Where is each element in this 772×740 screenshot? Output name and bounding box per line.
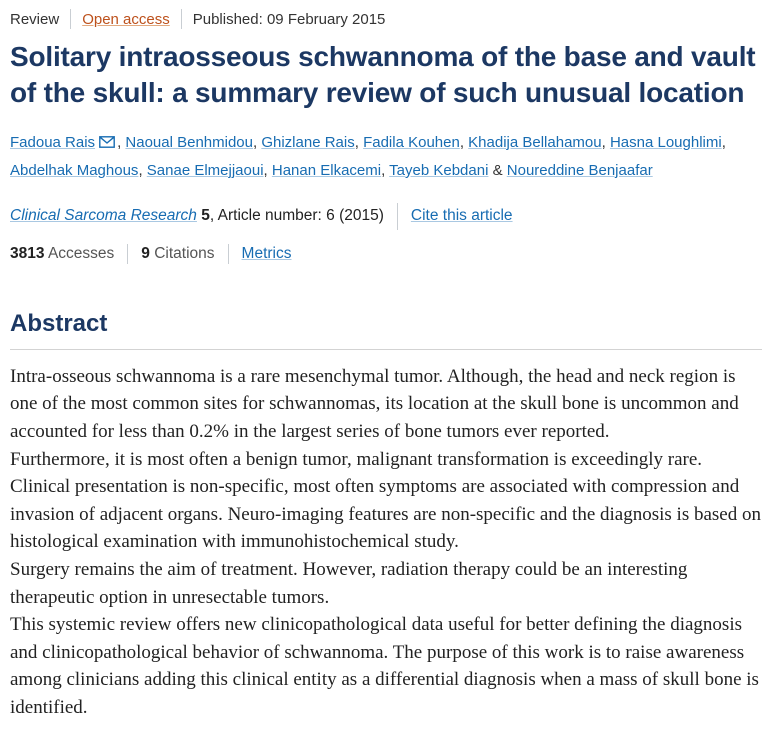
author-separator: , xyxy=(381,161,390,179)
author-separator: , xyxy=(721,133,726,151)
section-divider xyxy=(10,349,762,350)
divider xyxy=(181,9,182,29)
email-envelope-icon[interactable] xyxy=(99,134,115,151)
citations-count: 9 xyxy=(141,244,150,262)
author-link[interactable]: Fadila Kouhen xyxy=(363,133,460,151)
author-link[interactable]: Khadija Bellahamou xyxy=(468,133,602,151)
abstract-body xyxy=(10,363,762,722)
author-link[interactable]: Noureddine Benjaafar xyxy=(506,161,653,179)
citations-metric xyxy=(141,245,214,263)
author-link[interactable]: Hanan Elkacemi xyxy=(271,161,382,179)
cite-article-link[interactable]: Cite this article xyxy=(410,207,513,225)
author-link[interactable]: Fadoua Rais xyxy=(10,133,96,151)
author-link[interactable]: Ghizlane Rais xyxy=(261,133,355,151)
author-separator: , xyxy=(117,133,126,151)
author-link[interactable]: Abdelhak Maghous xyxy=(10,161,139,179)
author-link[interactable]: Tayeb Kebdani xyxy=(389,161,489,179)
abstract-paragraph: Furthermore, it is most often a benign tumor, malignant transformation is exceedingly rare. xyxy=(10,448,703,470)
abstract-paragraph: Surgery remains the aim of treatment. However, radiation therapy could be an interesting therapeutic option in unresectable tumors. xyxy=(10,558,688,608)
author-separator: , xyxy=(459,133,469,151)
author-link[interactable]: Sanae Elmejjaoui xyxy=(146,161,264,179)
divider xyxy=(70,9,71,29)
metrics-bar xyxy=(10,244,762,264)
article-type-label: Review xyxy=(10,10,60,28)
abstract-paragraph: Intra-osseous schwannoma is a rare mesenchymal tumor. Although, the head and neck region is one of the most common sites for schwannomas, its location at the skull bone is uncommon and accounted for less than 0.2% in the largest series of bone tumors ever reported. xyxy=(10,365,739,442)
author-list xyxy=(10,129,762,185)
divider xyxy=(127,244,128,264)
article-number-text: , Article number: 6 (2015) xyxy=(209,207,384,225)
abstract-paragraph: This systemic review offers new clinicopathological data useful for better defining the diagnosis and clinicopathological behavior of schwannoma. The purpose of this work is to raise awareness among clinicians adding this clinical entity as a differential diagnosis when a mass of skull bone is identified. xyxy=(10,614,759,718)
published-info xyxy=(193,11,386,28)
metrics-link[interactable]: Metrics xyxy=(241,244,292,262)
article-meta xyxy=(10,9,762,29)
article-title: Solitary intraosseous schwannoma of the base and vault of the skull: a summary review of such unusual location xyxy=(10,41,756,109)
author-separator: , xyxy=(601,133,610,151)
author-separator: , xyxy=(253,133,262,151)
divider xyxy=(228,244,229,264)
journal-volume: 5 xyxy=(201,207,210,225)
abstract-heading: Abstract xyxy=(10,309,108,337)
abstract-paragraph: Clinical presentation is non-specific, most often symptoms are associated with compression and invasion of adjacent organs. Neuro-imaging features are non-specific and the diagnosis is based on histological examination with immunohistochemical study. xyxy=(10,476,761,553)
author-link[interactable]: Naoual Benhmidou xyxy=(125,133,253,151)
author-link[interactable]: Hasna Loughlimi xyxy=(609,133,722,151)
journal-citation xyxy=(10,207,384,225)
author-separator: , xyxy=(263,161,272,179)
citations-label: Citations xyxy=(154,244,215,262)
author-separator: , xyxy=(354,133,364,151)
divider xyxy=(397,203,398,230)
journal-link[interactable]: Clinical Sarcoma Research xyxy=(10,207,197,225)
published-label: Published: xyxy=(192,10,263,28)
accesses-metric xyxy=(10,245,114,263)
published-date: 09 February 2015 xyxy=(266,10,386,28)
journal-line xyxy=(10,203,762,230)
author-separator: & xyxy=(488,161,507,179)
accesses-count: 3813 xyxy=(10,244,45,262)
open-access-link[interactable]: Open access xyxy=(82,10,170,28)
accesses-label: Accesses xyxy=(47,244,115,262)
author-separator: , xyxy=(138,161,147,179)
